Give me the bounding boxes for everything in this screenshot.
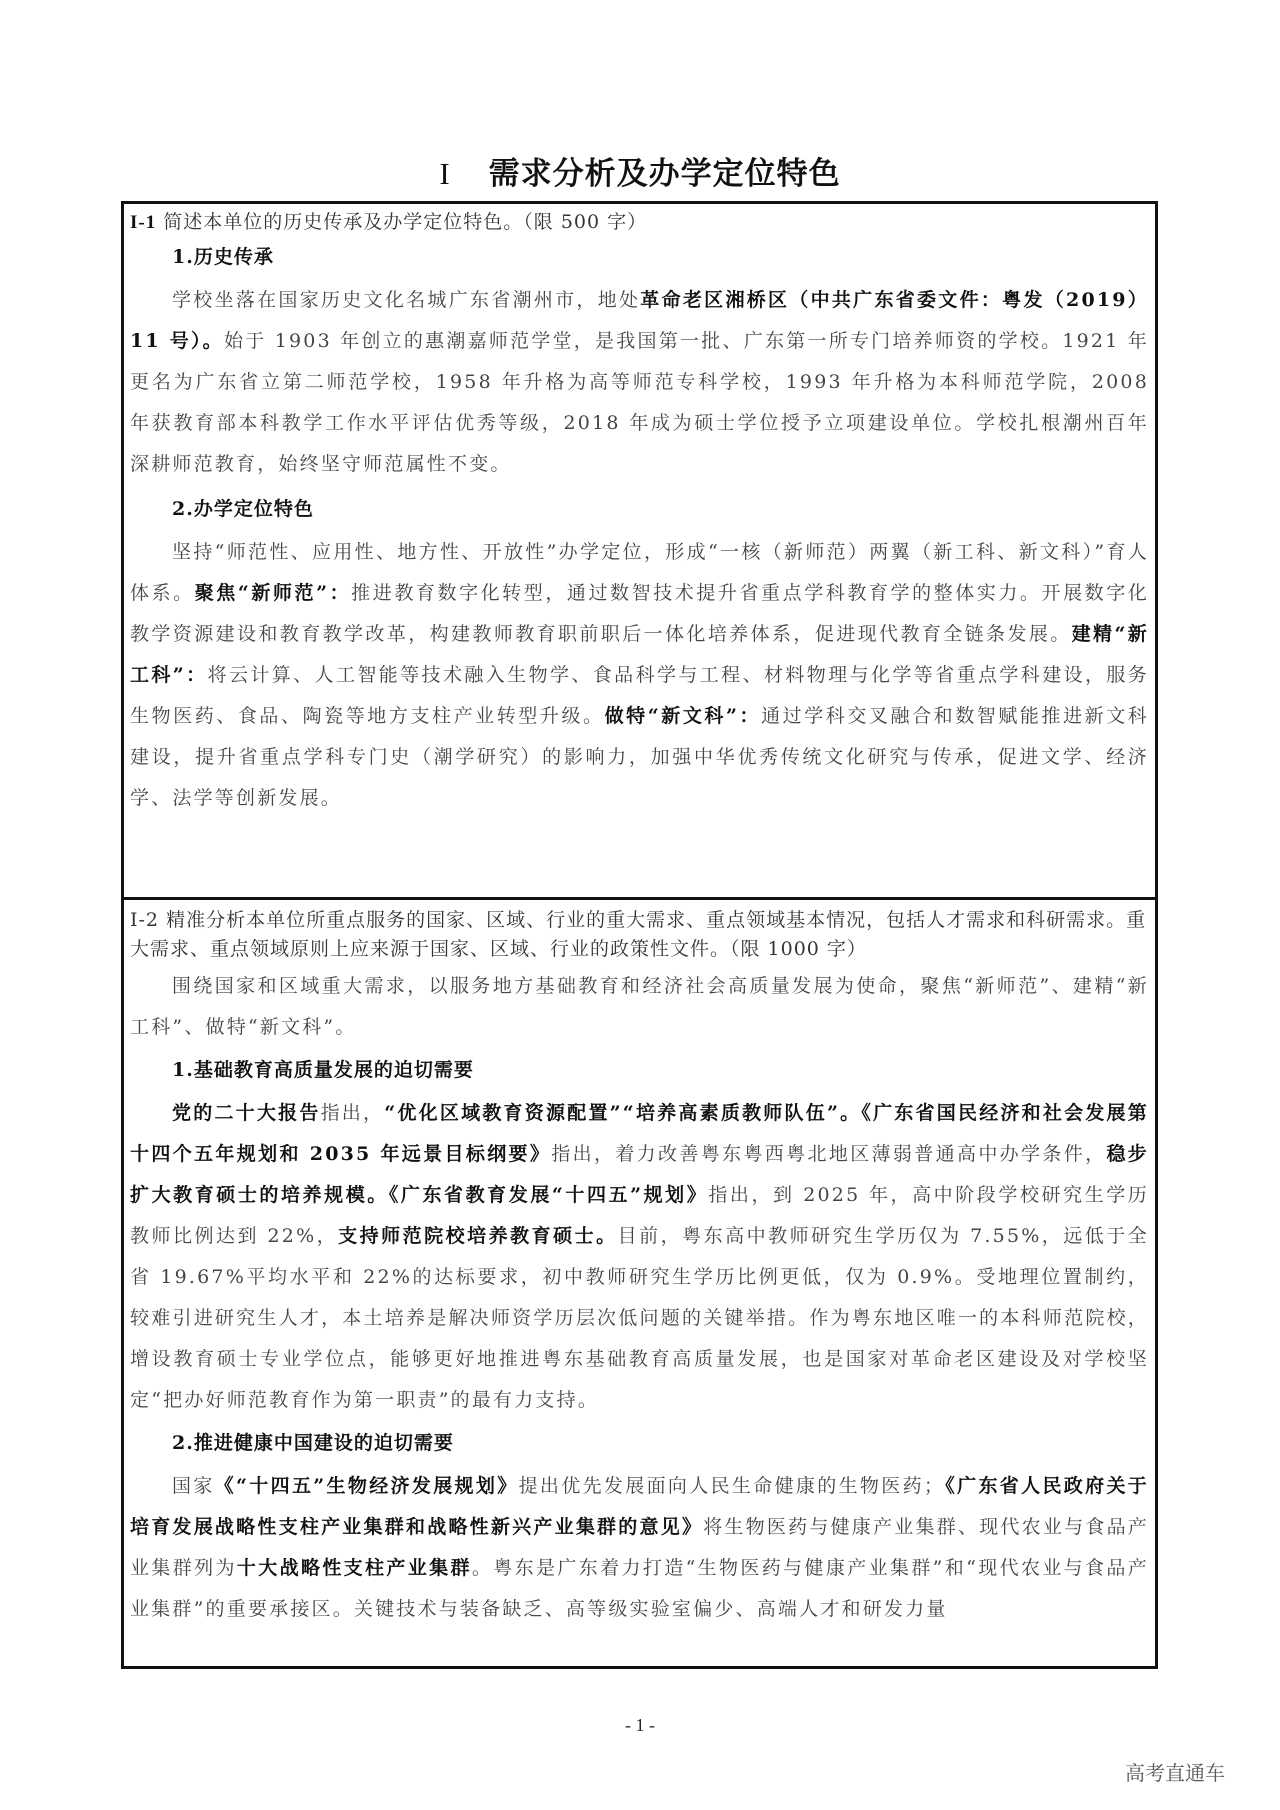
section-i-1: [124, 204, 1155, 897]
paragraph-basic-education: [130, 1093, 1149, 1421]
section-i-2: [124, 897, 1155, 1672]
paragraph-intro: 围绕国家和区域重大需求，以服务地方基础教育和经济社会高质量发展为使命，聚焦“新师范”、建精“新工科”、做特“新文科”。: [130, 975, 1149, 1038]
watermark: 高考直通车: [1125, 1761, 1225, 1785]
text-run: 将云计算、人工智能等技术融入生物学、食品科学与工程、材料物理与化学等省重点学科建设，服务生物医药、食品、陶瓷等地方支柱产业转型升级。: [130, 664, 1149, 727]
bold-run: 《广东省人民政府关于培育发展战略性支柱产业集群和战略性新兴产业集群的意见》: [130, 1475, 1149, 1538]
section-title: 需求分析及办学定位特色: [488, 156, 841, 192]
bold-run: 做特“新文科”：: [604, 705, 762, 727]
text-run: 学校坐落在国家历史文化名城广东省潮州市，地处: [172, 289, 641, 311]
text-run: 推进教育数字化转型，通过数智技术提升省重点学科教育学的整体实力。开展数字化教学资源建设和教育教学改革，构建教师教育职前职后一体化培养体系，促进现代教育全链条发展。: [130, 582, 1149, 645]
bold-run: 聚焦“新师范”：: [194, 582, 352, 604]
bold-run: 《“十四五”生物经济发展规划》: [214, 1475, 519, 1497]
text-run: 指出，着力改善粤东粤西粤北地区薄弱普通高中办学条件，: [551, 1143, 1107, 1165]
subheading-healthy-china: 2.推进健康中国建设的迫切需要: [172, 1432, 454, 1454]
prompt-text: 简述本单位的历史传承及办学定位特色。（限 500 字）: [163, 211, 648, 233]
page-title: [0, 148, 1280, 193]
bold-run: 党的二十大报告: [172, 1102, 321, 1124]
section-label: I-1: [130, 212, 157, 233]
content-frame: [121, 201, 1158, 1669]
bold-run: 建精“新工科”：: [130, 623, 1149, 686]
text-run: 将生物医药与健康产业集群、现代农业与食品产业集群列为: [130, 1516, 1149, 1579]
paragraph-positioning: [130, 532, 1149, 819]
bold-run: 革命老区湘桥区（中共广东省委文件：粤发（2019）11 号）。: [130, 289, 1149, 352]
subheading-history: 1.历史传承: [172, 246, 274, 268]
bold-run: “优化区域教育资源配置”“培养高素质教师队伍”。《广东省国民经济和社会发展第十四个五年规划和 2035 年远景目标纲要》: [130, 1102, 1149, 1165]
text-run: 。粤东是广东着力打造“生物医药与健康产业集群”和“现代农业与食品产业集群”的重要承接区。关键技术与装备缺乏、高等级实验室偏少、高端人才和研发力量: [130, 1557, 1149, 1620]
section-label: I-2: [130, 909, 160, 931]
text-run: 始于 1903 年创立的惠潮嘉师范学堂，是我国第一批、广东第一所专门培养师资的学校。1921 年更名为广东省立第二师范学校，1958 年升格为高等师范专科学校，1993 年升格为本科师范学院，2008 年获教育部本科教学工作水平评估优秀等级，2018 年成为硕士学位授予立项建设单位。学校扎根潮州百年深耕师范教育，始终坚守师范属性不变。: [130, 330, 1149, 475]
subheading-positioning: 2.办学定位特色: [172, 498, 314, 520]
text-run: 坚持“师范性、应用性、地方性、开放性”办学定位，形成“一核（新师范）两翼（新工科、新文科）”育人体系。: [130, 541, 1149, 604]
paragraph-history: [130, 280, 1149, 485]
prompt-text: 精准分析本单位所重点服务的国家、区域、行业的重大需求、重点领域基本情况，包括人才需求和科研需求。重大需求、重点领域原则上应来源于国家、区域、行业的政策性文件。（限 1000 字）: [130, 909, 1147, 960]
bold-run: 支持师范院校培养教育硕士。: [338, 1225, 618, 1247]
bold-run: 稳步扩大教育硕士的培养规模。《广东省教育发展“十四五”规划》: [130, 1143, 1150, 1206]
paragraph-healthy-china: [130, 1466, 1149, 1630]
section-prompt: [130, 900, 1149, 964]
text-run: 提出优先发展面向人民生命健康的生物医药；: [518, 1475, 946, 1497]
text-run: 指出，到 2025 年，高中阶段学校研究生学历教师比例达到 22%，: [130, 1184, 1149, 1247]
page-number: - 1 -: [625, 1715, 655, 1735]
text-run: 国家: [172, 1475, 215, 1497]
bold-run: 十大战略性支柱产业集群: [236, 1557, 472, 1579]
section-prompt: [130, 204, 1149, 237]
section-numeral: I: [439, 156, 451, 191]
text-run: 目前，粤东高中教师研究生学历仅为 7.55%，远低于全省 19.67%平均水平和 22%的达标要求，初中教师研究生学历比例更低，仅为 0.9%。受地理位置制约，较难引进研究生人才，本土培养是解决师资学历层次低问题的关键举措。作为粤东地区唯一的本科师范院校，增设教育硕士专业学位点，能够更好地推进粤东基础教育高质量发展，也是国家对革命老区建设及对学校坚定“把办好师范教育作为第一职责”的最有力支持。: [130, 1225, 1149, 1411]
text-run: 通过学科交叉融合和数智赋能推进新文科建设，提升省重点学科专门史（潮学研究）的影响力，加强中华优秀传统文化研究与传承，促进文学、经济学、法学等创新发展。: [130, 705, 1149, 809]
text-run: 指出，: [320, 1102, 385, 1124]
subheading-basic-education: 1.基础教育高质量发展的迫切需要: [172, 1059, 474, 1081]
